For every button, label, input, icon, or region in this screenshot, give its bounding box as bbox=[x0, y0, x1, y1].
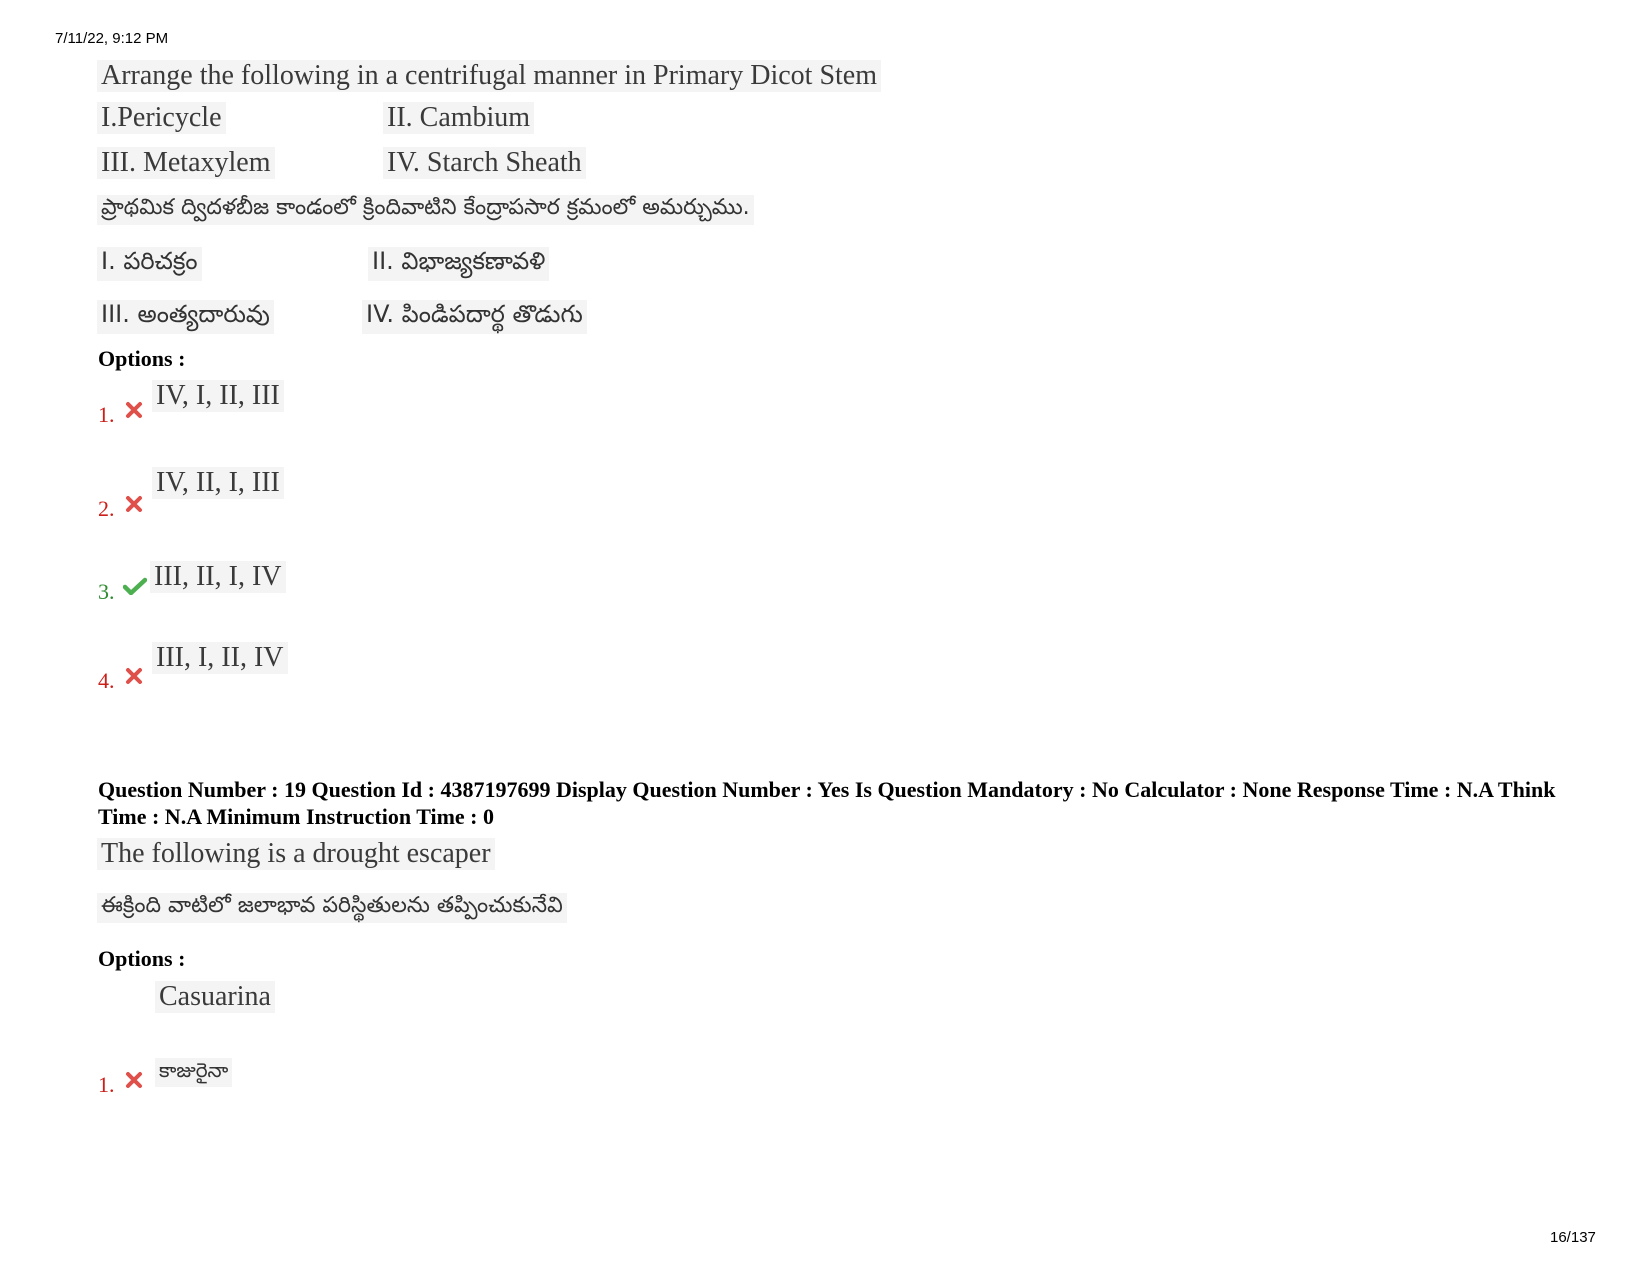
option-number: 1. bbox=[98, 402, 115, 427]
option-text: IV, II, I, III bbox=[152, 467, 284, 499]
question-text-en: The following is a drought escaper bbox=[97, 838, 495, 870]
option-text: III, II, I, IV bbox=[150, 561, 286, 593]
item-pericycle: I.Pericycle bbox=[97, 102, 226, 134]
item-metaxylem: III. Metaxylem bbox=[97, 147, 275, 179]
option-number: 3. bbox=[98, 579, 115, 604]
question-text-en: Arrange the following in a centrifugal manner in Primary Dicot Stem bbox=[97, 60, 881, 92]
wrong-mark-icon bbox=[125, 495, 143, 513]
wrong-mark-icon bbox=[125, 1071, 143, 1089]
question-metadata: Question Number : 19 Question Id : 4387197699 Display Question Number : Yes Is Question Mandatory : No Calculator : None Response Time : N.A Think Time : N.A Minimum Instruction Time : 0 bbox=[98, 777, 1556, 829]
option-text-te: కాజురైనా bbox=[155, 1058, 232, 1087]
options-label: Options : bbox=[98, 346, 186, 371]
option-number: 2. bbox=[98, 496, 115, 521]
options-label: Options : bbox=[98, 946, 186, 971]
item-te-2: II. విభాజ్యకణావళి bbox=[368, 247, 549, 281]
option-number: 4. bbox=[98, 668, 115, 693]
item-te-3: III. అంత్యదారువు bbox=[97, 300, 274, 334]
print-timestamp: 7/11/22, 9:12 PM bbox=[55, 30, 169, 47]
option-number: 1. bbox=[98, 1072, 115, 1097]
option-text-en: Casuarina bbox=[155, 981, 275, 1013]
item-cambium: II. Cambium bbox=[383, 102, 534, 134]
item-te-4: IV. పిండిపదార్థ తొడుగు bbox=[362, 300, 587, 334]
page-number: 16/137 bbox=[1550, 1229, 1596, 1246]
correct-check-icon bbox=[123, 577, 147, 595]
question-text-te: ప్రాథమిక ద్విదళబీజ కాండంలో క్రిందివాటిని కేంద్రాపసార క్రమంలో అమర్చుము. bbox=[97, 195, 754, 225]
option-text: III, I, II, IV bbox=[152, 642, 288, 674]
option-text: IV, I, II, III bbox=[152, 380, 284, 412]
item-te-1: I. పరిచక్రం bbox=[97, 247, 202, 281]
wrong-mark-icon bbox=[125, 401, 143, 419]
wrong-mark-icon bbox=[125, 667, 143, 685]
item-starch-sheath: IV. Starch Sheath bbox=[383, 147, 586, 179]
question-text-te: ఈక్రింది వాటిలో జలాభావ పరిస్థితులను తప్పించుకునేవి bbox=[97, 893, 567, 923]
